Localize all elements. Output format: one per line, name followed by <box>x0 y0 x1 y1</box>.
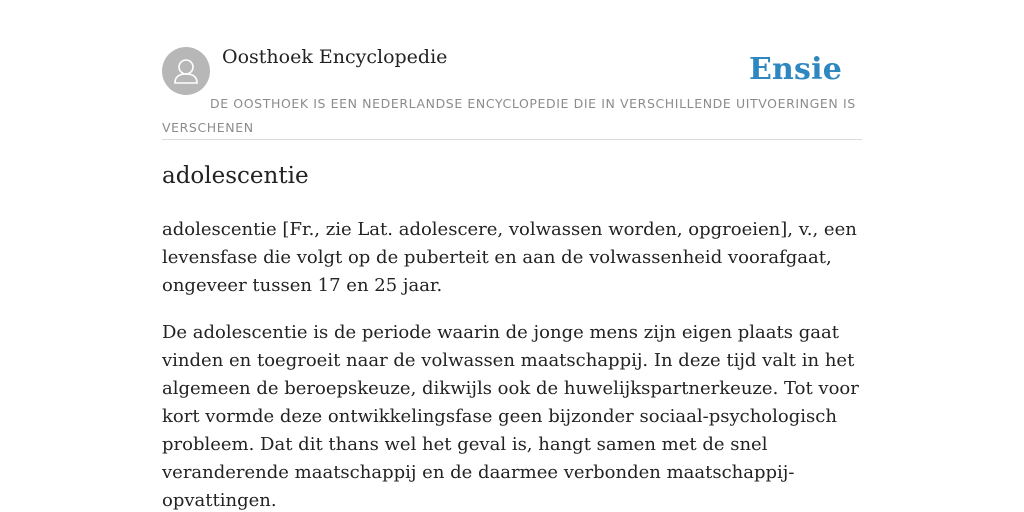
brand-logo[interactable]: Ensie <box>748 52 842 87</box>
user-icon <box>162 47 210 95</box>
source-description: DE OOSTHOEK IS EEN NEDERLANDSE ENCYCLOPEDIE DIE IN VERSCHILLENDE UITVOERINGEN IS VERSCHENEN <box>162 96 856 135</box>
entry-paragraph-1: adolescentie [Fr., zie Lat. adolescere, volwassen worden, opgroeien], v., een levensfase die volgt op de puberteit en aan de volwassenheid voorafgaat, ongeveer tussen 17 en 25 jaar. <box>162 219 857 296</box>
source-avatar[interactable] <box>162 47 210 95</box>
header-divider <box>162 139 862 140</box>
entry-title: adolescentie <box>162 163 309 189</box>
source-name-link[interactable]: Oosthoek Encyclopedie <box>222 46 448 68</box>
entry-paragraph-2: De adolescentie is de periode waarin de jonge mens zijn eigen plaats gaat vinden en toegroeit naar de volwassen maatschappij. In deze tijd valt in het algemeen de beroepskeuze, dikwijls ook de huwelijkspartnerkeuze. Tot voor kort vormde deze ontwikkelingsfase geen bijzonder sociaal-psychologisch probleem. Dat dit thans wel het geval is, hangt samen met de snel veranderende maatschappij en de daarmee verbonden maatschappij-opvattingen. <box>162 322 859 511</box>
page <box>162 0 862 512</box>
